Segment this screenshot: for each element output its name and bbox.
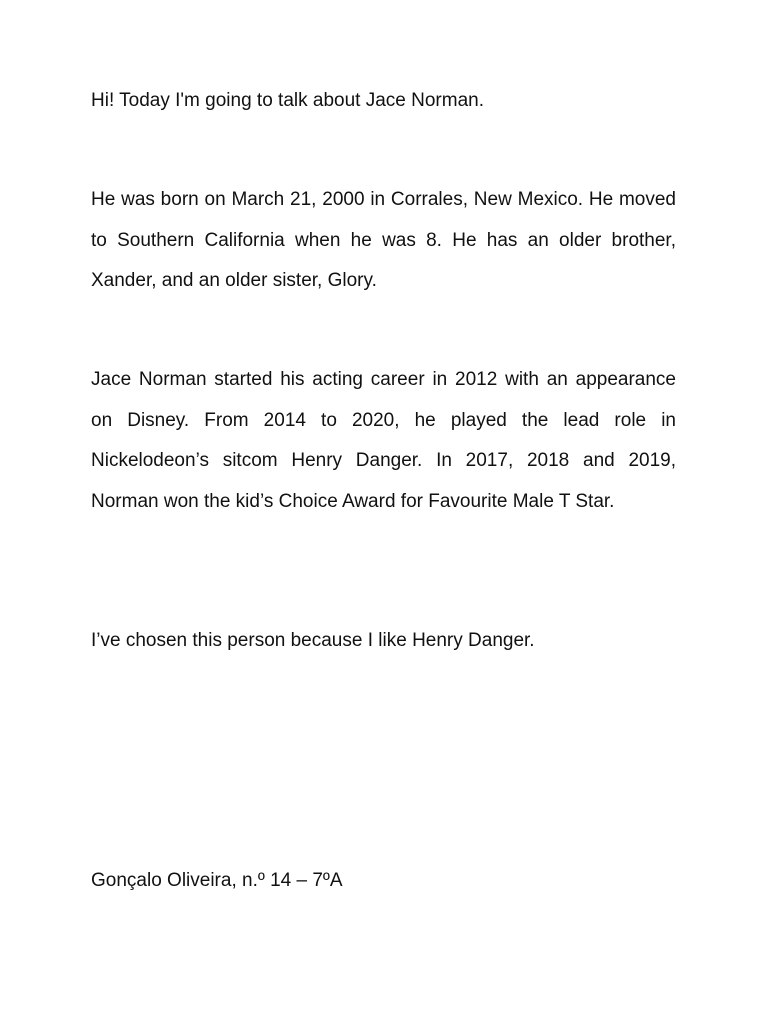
intro-paragraph: Hi! Today I'm going to talk about Jace Norman. xyxy=(91,90,484,111)
reason-paragraph: I’ve chosen this person because I like Henry Danger. xyxy=(91,630,535,651)
career-paragraph: Jace Norman started his acting career in 2012 with an appearance on Disney. From 2014 to 2020, he played the lead role in Nickelodeon’s sitcom Henry Danger. In 2017, 2018 and 2019, Norman won the kid’s Choice Award for Favourite Male T Star. xyxy=(91,369,676,512)
signature-line: Gonçalo Oliveira, n.º 14 – 7ºA xyxy=(91,870,343,891)
birth-paragraph: He was born on March 21, 2000 in Corrales, New Mexico. He moved to Southern California when he was 8. He has an older brother, Xander, and an older sister, Glory. xyxy=(91,189,676,291)
